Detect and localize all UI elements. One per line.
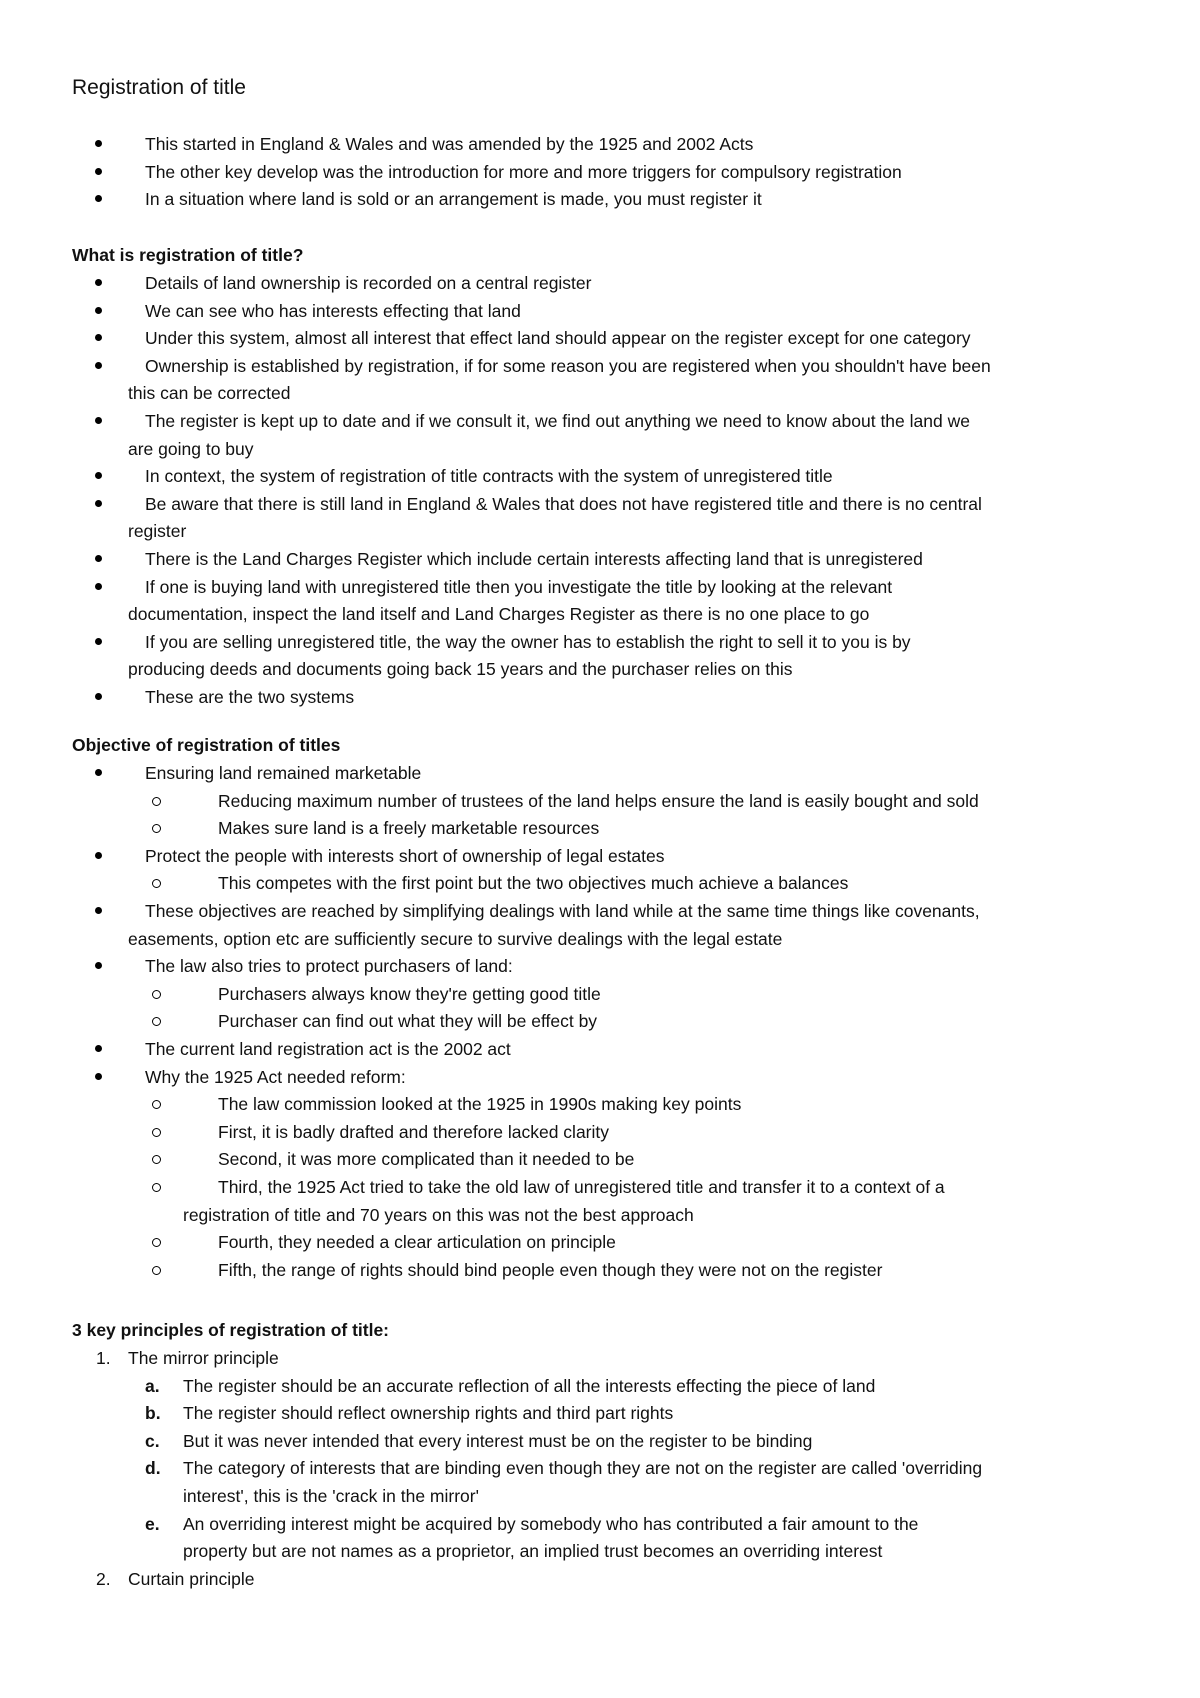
bullet-icon [95, 279, 102, 286]
sub-bullet-icon [152, 879, 161, 888]
bullet-text: Purchasers always know they're getting good title [218, 983, 601, 1004]
list-number: 2. [96, 1568, 111, 1589]
sub-bullet-icon [152, 1238, 161, 1247]
bullet-icon [95, 555, 102, 562]
bullet-text: In a situation where land is sold or an arrangement is made, you must register it [145, 189, 762, 210]
sub-bullet-icon [152, 1155, 161, 1164]
section-heading: 3 key principles of registration of title: [72, 1320, 390, 1340]
list-letter: b. [145, 1403, 161, 1424]
list-letter: e. [145, 1513, 160, 1534]
bullet-icon [95, 168, 102, 175]
list-subitem-text: The category of interests that are binding even though they are not on the register are called 'overriding [183, 1458, 983, 1479]
sub-bullet-icon [152, 1266, 161, 1275]
bullet-text: Fifth, the range of rights should bind people even though they were not on the register [218, 1259, 883, 1280]
bullet-text: These objectives are reached by simplifying dealings with land while at the same time things like covenants, [145, 901, 980, 921]
bullet-text: Third, the 1925 Act tried to take the old law of unregistered title and transfer it to a context of a [218, 1177, 945, 1197]
section-heading: Objective of registration of titles [72, 735, 341, 755]
bullet-text: We can see who has interests effecting that land [145, 300, 521, 321]
bullet-text: Reducing maximum number of trustees of the land helps ensure the land is easily bought and sold [218, 790, 979, 811]
bullet-text: Be aware that there is still land in England & Wales that does not have registered title and there is no central [145, 493, 982, 514]
bullet-text: The current land registration act is the 2002 act [145, 1039, 511, 1059]
bullet-icon [95, 907, 102, 914]
bullet-icon [95, 307, 102, 314]
bullet-icon [95, 500, 102, 507]
sub-bullet-icon [152, 797, 161, 806]
bullet-text: The other key develop was the introduction for more and more triggers for compulsory registration [145, 161, 902, 182]
bullet-icon [95, 362, 102, 369]
bullet-text: Protect the people with interests short of ownership of legal estates [145, 845, 665, 866]
bullet-icon [95, 962, 102, 969]
sub-bullet-icon [152, 990, 161, 999]
sub-bullet-icon [152, 824, 161, 833]
page-title: Registration of title [72, 76, 246, 99]
bullet-text: registration of title and 70 years on this was not the best approach [183, 1204, 694, 1225]
list-letter: c. [145, 1430, 160, 1451]
bullet-icon [95, 1045, 102, 1052]
bullet-text: Purchaser can find out what they will be effect by [218, 1011, 598, 1032]
bullet-icon [95, 769, 102, 776]
sub-bullet-icon [152, 1183, 161, 1192]
bullet-text: If one is buying land with unregistered title then you investigate the title by looking at the relevant [145, 576, 893, 597]
list-number: 1. [96, 1348, 111, 1368]
list-letter: a. [145, 1375, 160, 1396]
list-subitem-text: An overriding interest might be acquired by somebody who has contributed a fair amount to the [183, 1513, 919, 1534]
bullet-text: are going to buy [128, 438, 254, 459]
bullet-text: This started in England & Wales and was amended by the 1925 and 2002 Acts [145, 134, 754, 154]
list-item-text: Curtain principle [128, 1568, 255, 1589]
bullet-text: this can be corrected [128, 383, 291, 404]
bullet-text: In context, the system of registration of title contracts with the system of unregistered title [145, 466, 833, 487]
bullet-icon [95, 1073, 102, 1080]
bullet-text: Ownership is established by registration, if for some reason you are registered when you shouldn't have been [145, 355, 991, 376]
bullet-icon [95, 852, 102, 859]
section-heading: What is registration of title? [72, 245, 304, 265]
bullet-text: Makes sure land is a freely marketable resources [218, 818, 600, 839]
bullet-text: Second, it was more complicated than it needed to be [218, 1149, 635, 1170]
bullet-text: The law also tries to protect purchasers of land: [145, 956, 513, 977]
bullet-text: Under this system, almost all interest that effect land should appear on the register except for one category [145, 328, 971, 349]
bullet-text: documentation, inspect the land itself and Land Charges Register as there is no one place to go [128, 604, 870, 625]
list-subitem-text: property but are not names as a proprietor, an implied trust becomes an overriding interest [183, 1541, 883, 1562]
bullet-text: producing deeds and documents going back 15 years and the purchaser relies on this [128, 659, 793, 680]
bullet-icon [95, 334, 102, 341]
bullet-text: The register is kept up to date and if we consult it, we find out anything we need to know about the land we [145, 411, 970, 431]
sub-bullet-icon [152, 1100, 161, 1109]
bullet-icon [95, 472, 102, 479]
bullet-text: The law commission looked at the 1925 in 1990s making key points [218, 1094, 742, 1115]
bullet-text: register [128, 521, 187, 542]
bullet-text: This competes with the first point but the two objectives much achieve a balances [218, 873, 849, 894]
bullet-text: First, it is badly drafted and therefore lacked clarity [218, 1121, 610, 1142]
list-subitem-text: The register should be an accurate reflection of all the interests effecting the piece of land [183, 1375, 876, 1396]
bullet-icon [95, 140, 102, 147]
bullet-text: Why the 1925 Act needed reform: [145, 1066, 406, 1087]
bullet-icon [95, 693, 102, 700]
bullet-text: easements, option etc are sufficiently secure to survive dealings with the legal estate [128, 928, 783, 949]
bullet-icon [95, 417, 102, 424]
list-letter: d. [145, 1458, 161, 1479]
bullet-text: If you are selling unregistered title, the way the owner has to establish the right to sell it to you is by [145, 631, 911, 652]
list-subitem-text: The register should reflect ownership rights and third part rights [183, 1403, 674, 1424]
sub-bullet-icon [152, 1128, 161, 1137]
bullet-icon [95, 195, 102, 202]
list-subitem-text: interest', this is the 'crack in the mirror' [183, 1486, 479, 1506]
bullet-text: Fourth, they needed a clear articulation on principle [218, 1232, 616, 1253]
bullet-text: These are the two systems [145, 687, 355, 707]
bullet-text: There is the Land Charges Register which include certain interests affecting land that is unregistered [145, 549, 923, 569]
bullet-text: Details of land ownership is recorded on a central register [145, 273, 592, 293]
bullet-text: Ensuring land remained marketable [145, 763, 422, 783]
list-item-text: The mirror principle [128, 1348, 279, 1368]
bullet-icon [95, 638, 102, 645]
sub-bullet-icon [152, 1017, 161, 1026]
list-subitem-text: But it was never intended that every interest must be on the register to be binding [183, 1430, 813, 1451]
bullet-icon [95, 583, 102, 590]
